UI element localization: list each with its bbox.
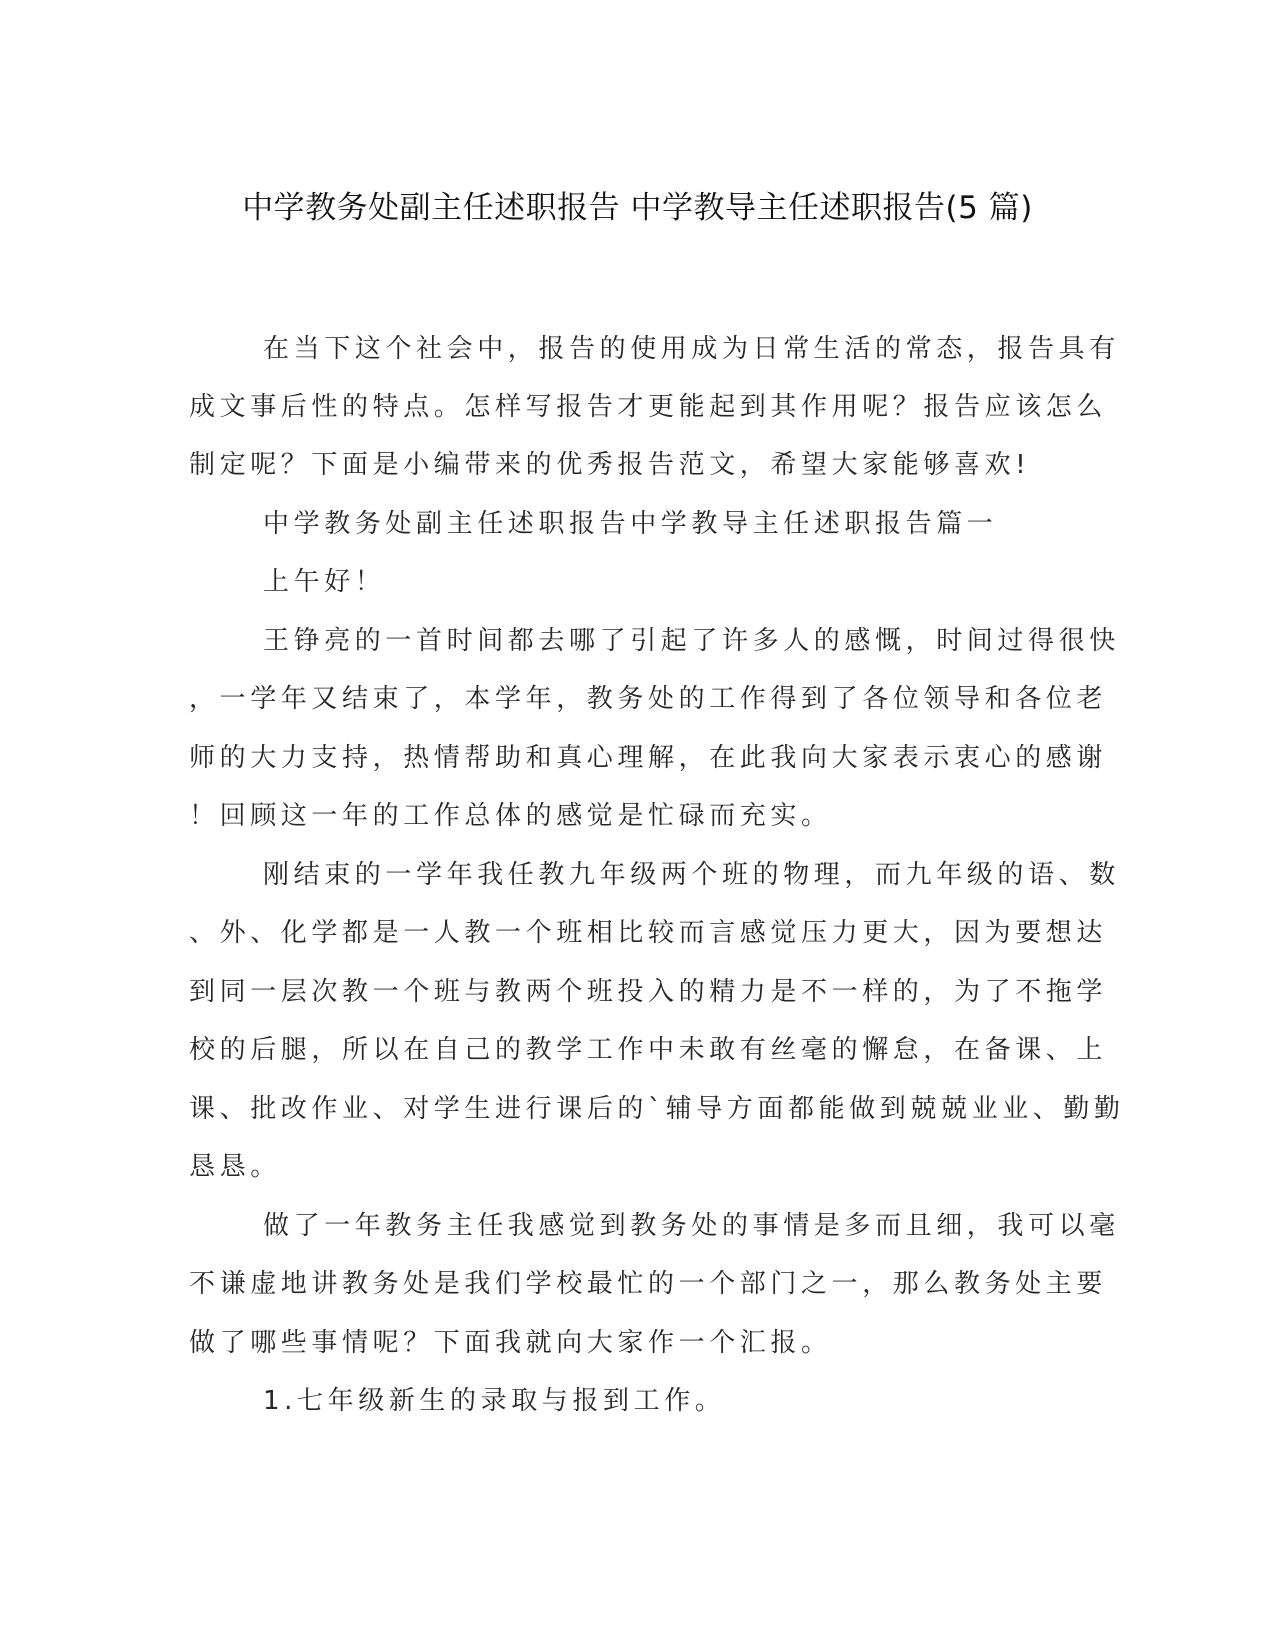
section-heading: 中学教务处副主任述职报告中学教导主任述职报告篇一 [263, 509, 998, 539]
paragraph-line: 恳恳。 [189, 1152, 281, 1182]
list-item: 1.七年级新生的录取与报到工作。 [263, 1386, 726, 1416]
paragraph-line: 师的大力支持，热情帮助和真心理解，在此我向大家表示衷心的感谢 [189, 743, 1108, 773]
paragraph-line: 到同一层次教一个班与教两个班投入的精力是不一样的，为了不拖学 [189, 977, 1108, 1007]
document-title: 中学教务处副主任述职报告 中学教导主任述职报告(5 篇) [242, 190, 1033, 226]
paragraph-line: ！回顾这一年的工作总体的感觉是忙碌而充实。 [189, 801, 832, 831]
greeting-line: 上午好！ [263, 567, 386, 597]
paragraph-line: 课、批改作业、对学生进行课后的`辅导方面都能做到兢兢业业、勤勤 [189, 1094, 1125, 1124]
paragraph-line: 校的后腿，所以在自己的教学工作中未敢有丝毫的懈怠，在备课、上 [189, 1035, 1108, 1065]
paragraph-line: 做了一年教务主任我感觉到教务处的事情是多而且细，我可以毫 [263, 1211, 1120, 1241]
paragraph-line: 制定呢？下面是小编带来的优秀报告范文，希望大家能够喜欢! [189, 450, 1031, 480]
paragraph-line: 在当下这个社会中，报告的使用成为日常生活的常态，报告具有 [263, 334, 1120, 364]
paragraph-line: 做了哪些事情呢？下面我就向大家作一个汇报。 [189, 1328, 832, 1358]
paragraph-line: 、外、化学都是一人教一个班相比较而言感觉压力更大，因为要想达 [189, 918, 1108, 948]
paragraph-line: 刚结束的一学年我任教九年级两个班的物理，而九年级的语、数 [263, 860, 1120, 890]
paragraph-line: ，一学年又结束了，本学年，教务处的工作得到了各位领导和各位老 [189, 684, 1108, 714]
paragraph-line: 王铮亮的一首时间都去哪了引起了许多人的感慨，时间过得很快 [263, 626, 1120, 656]
paragraph-line: 成文事后性的特点。怎样写报告才更能起到其作用呢？报告应该怎么 [189, 392, 1108, 422]
paragraph-line: 不谦虚地讲教务处是我们学校最忙的一个部门之一，那么教务处主要 [189, 1269, 1108, 1299]
